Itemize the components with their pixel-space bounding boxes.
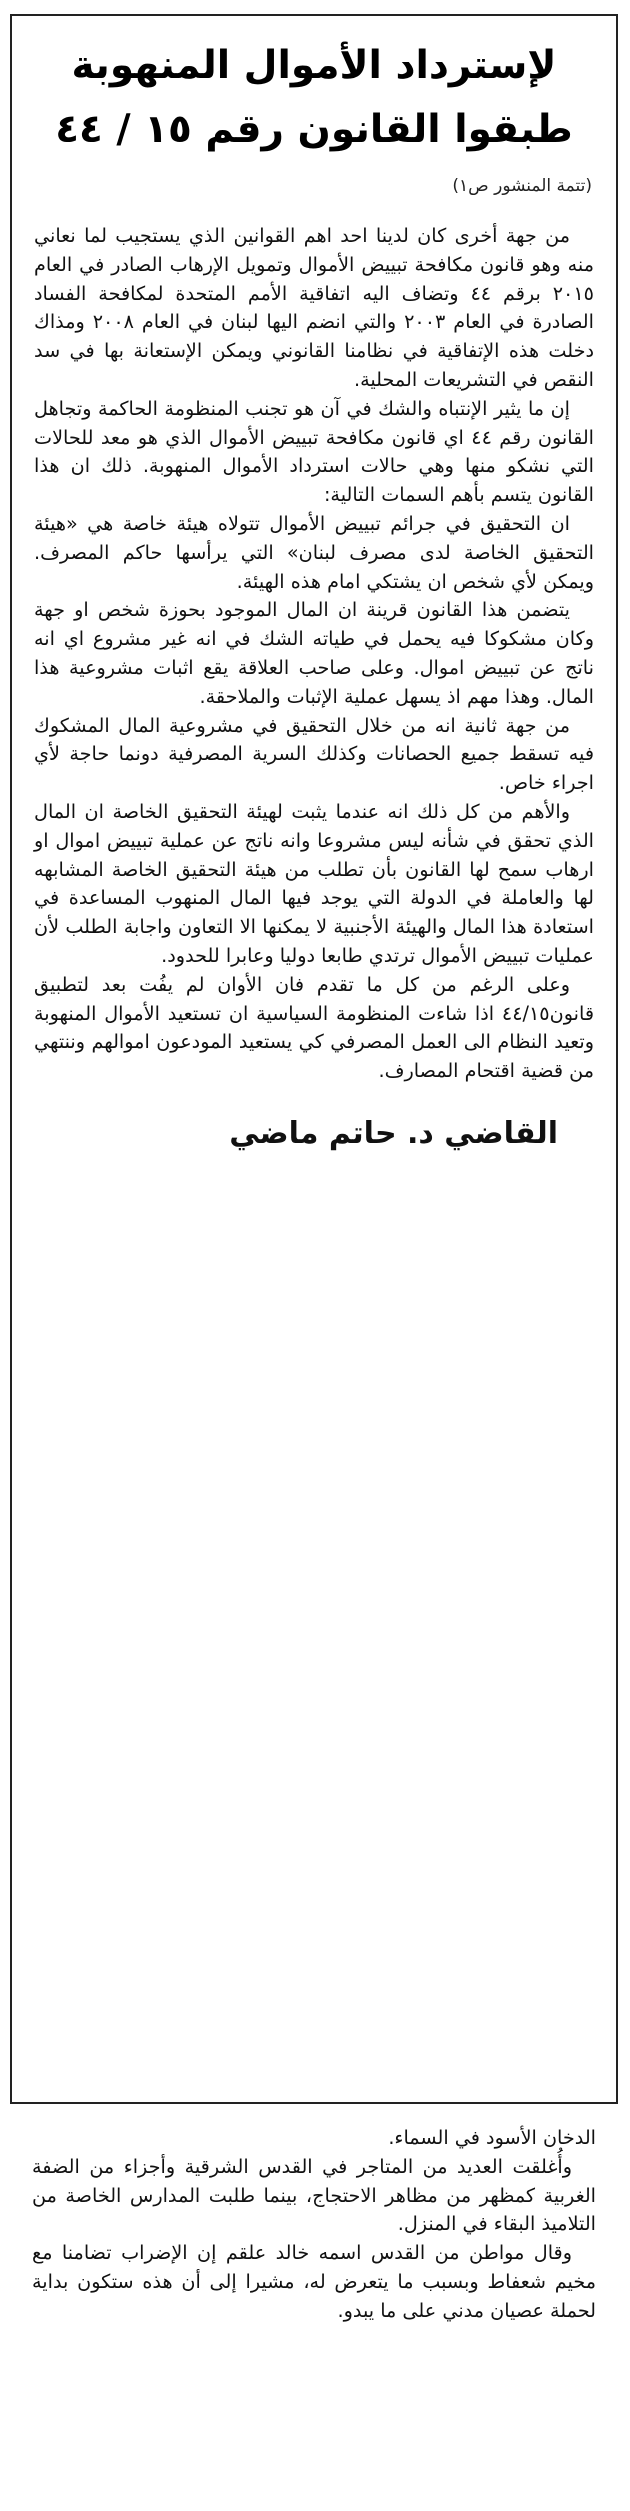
article-paragraph: يتضمن هذا القانون قرينة ان المال الموجود بحوزة شخص او جهة وكان مشكوكا فيه يحمل في طياته الشك في انه غير مشروع اي انه ناتج عن تبييض اموال. وعلى صاحب العلاقة يقع اثبات مشروعية هذا المال. وهذا مهم اذ يسهل عملية الإثبات والملاحقة. [34,598,594,708]
second-article-paragraph: وقال مواطن من القدس اسمه خالد علقم إن الإضراب تضامنا مع مخيم شعفاط وبسبب ما يتعرض له، مشيرا إلى أن هذه ستكون بداية لحملة عصيان مدني على ما يبدو. [32,2241,596,2322]
headline-line-2: طبقوا القانون رقم ١٥ / ٤٤ [55,107,573,152]
second-article [10,2124,618,2326]
article-paragraph: وعلى الرغم من كل ما تقدم فان الأوان لم يفُت بعد لتطبيق قانون٤٤/١٥ اذا شاءت المنظومة السياسية ان تستعيد الأموال المنهوبة وتعيد النظام الى العمل المصرفي كي يستعيد المودعون اموالهم وننتهي من قضية اقتحام المصارف. [34,972,594,1083]
headline [34,34,594,162]
article-paragraph: ان التحقيق في جرائم تبييض الأموال تتولاه هيئة خاصة هي «هيئة التحقيق الخاصة لدى مصرف لبنان» التي يرأسها حاكم المصرف. ويمكن لأي شخص ان يشتكي امام هذه الهيئة. [34,511,594,593]
article-paragraph: من جهة ثانية انه من خلال التحقيق في مشروعية المال المشكوك فيه تسقط جميع الحصانات وكذلك السرية المصرفية دونما حاجة لأي اجراء خاص. [34,713,594,795]
article-paragraph: إن ما يثير الإنتباه والشك في آن هو تجنب المنظومة الحاكمة وتجاهل القانون رقم ٤٤ اي قانون مكافحة تبييض الأموال الذي هو معد للحالات التي نشكو منها وهي حالات استرداد الأموال المنهوبة. ذلك ان هذا القانون يتسم بأهم السمات التالية: [34,396,594,507]
article-body [34,222,594,1086]
second-article-paragraph: الدخان الأسود في السماء. [388,2126,596,2149]
second-article-paragraph: وأُغلقت العديد من المتاجر في القدس الشرقية وأجزاء من الضفة الغربية كمظهر من مظاهر الاحتجاج، بينما طلبت المدارس الخاصة من التلاميذ البقاء في المنزل. [32,2154,596,2236]
article-box [10,14,618,2104]
continued-note: (تتمة المنشور ص١) [452,176,592,196]
headline-line-1: لإسترداد الأموال المنهوبة [71,43,557,88]
article-paragraph: من جهة أخرى كان لدينا احد اهم القوانين الذي يستجيب لما نعاني منه وهو قانون مكافحة تبييض الأموال وتمويل الإرهاب الصادر في العام ٢٠١٥ برقم ٤٤ وتضاف اليه اتفاقية الأمم المتحدة لمكافحة الفساد الصادرة في العام ٢٠٠٣ والتي انضم اليها لبنان في العام ٢٠٠٨ ومذاك دخلت هذه الإتفاقية في نظامنا القانوني ويمكن الإستعانة بها في سد النقص في التشريعات المحلية. [34,224,594,391]
article-paragraph: والأهم من كل ذلك انه عندما يثبت لهيئة التحقيق الخاصة ان المال الذي تحقق في شأنه ليس مشروعا وانه ناتج عن عملية تبييض اموال او ارهاب سمح لها القانون بأن تطلب من هيئة التحقيق الخاصة المشابهه لها والعاملة في الدولة التي يوجد فيها المال المنهوب المساعدة في استعادة هذا المال والهيئة الأجنبية لا يمكنها الا التعاون واجابة الطلب لأن عمليات تبييض الأموال ترتدي طابعا دوليا وعابرا للحدود. [34,799,594,967]
byline: القاضي د. حاتم ماضي [229,1115,558,1151]
